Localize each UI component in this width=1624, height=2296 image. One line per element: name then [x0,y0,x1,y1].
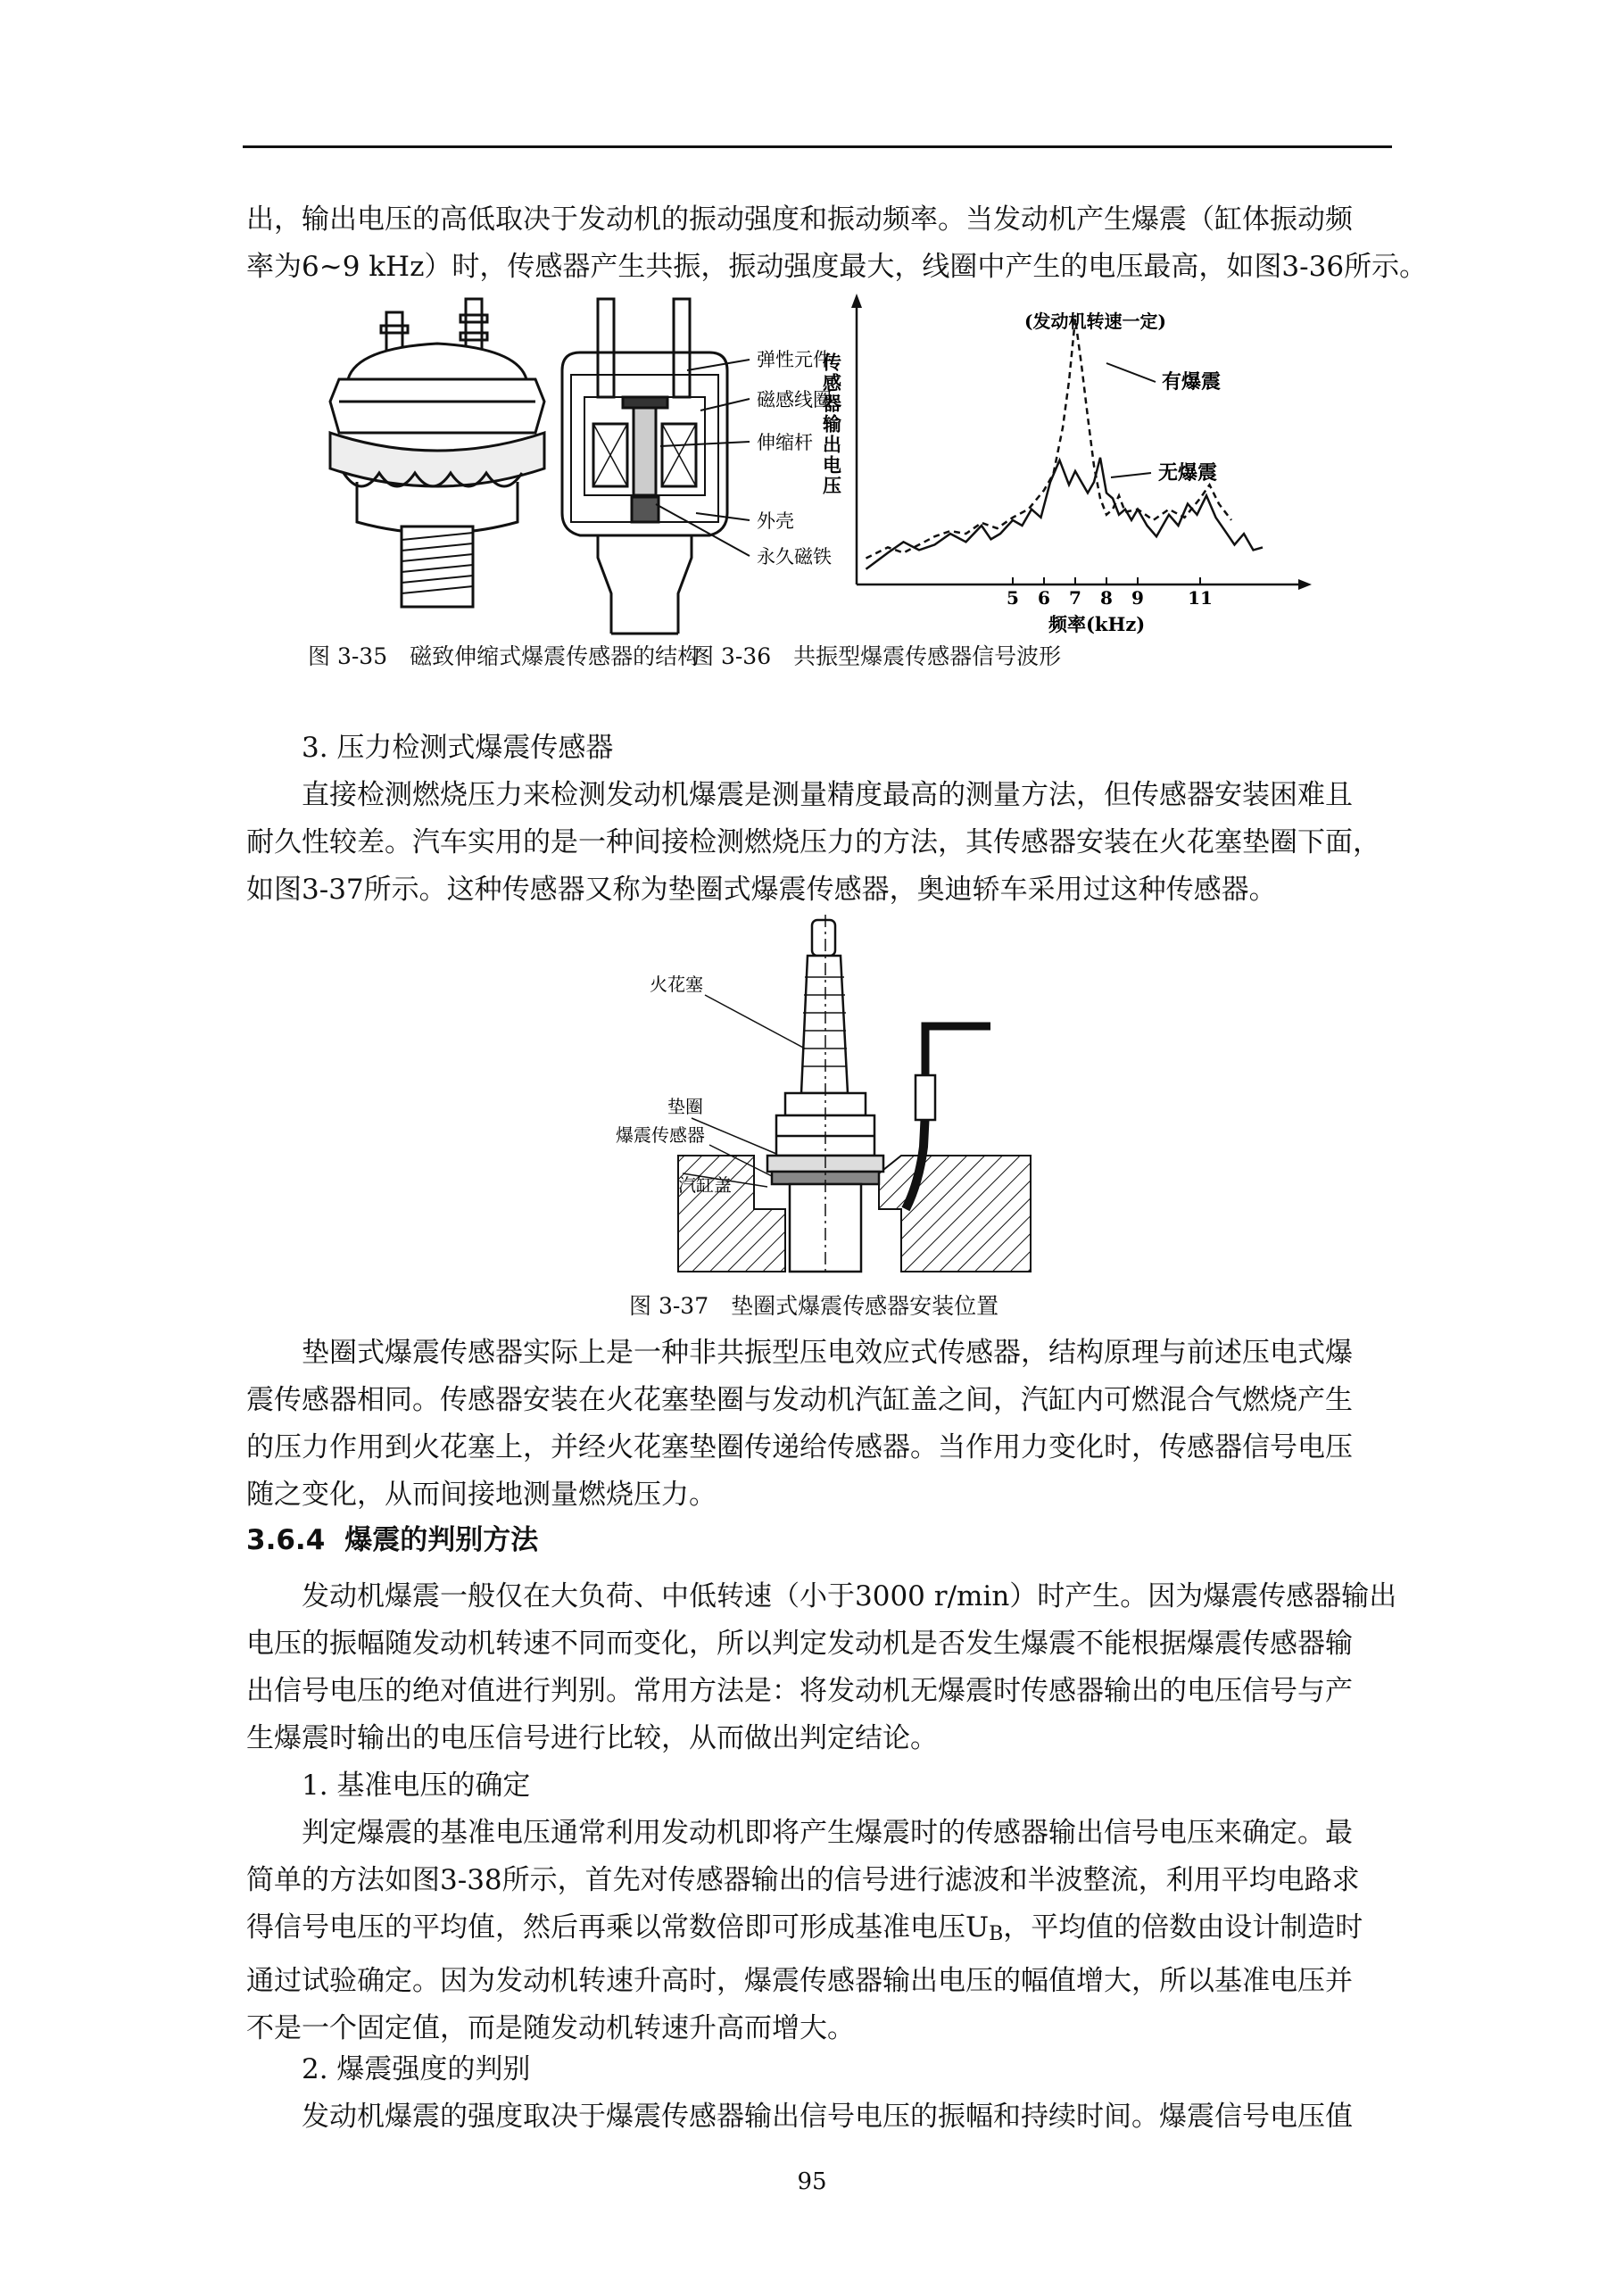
cylinder-head-left [678,1156,785,1272]
section-heading-3-6-4: 3.6.4 爆震的判别方法 [246,1524,539,1556]
chart-xlabel: 频率(kHz) [1048,613,1146,635]
sensor-section-drawing [562,299,727,634]
chart-x-ticks [1007,577,1213,609]
x-tick-label: 8 [1100,587,1113,609]
chart-y-arrow [851,294,862,308]
label-spark-plug: 火花塞 [650,974,703,995]
paragraph-1: 出，输出电压的高低取决于发动机的振动强度和振动频率。当发动机产生爆震（缸体振动频 率为6~9 kHz）时，传感器产生共振，振动强度最大，线圈中产生的电压最高，如图3-36所示。 [246,203,1428,283]
fig35-leader-lines [656,360,750,556]
chart-fig-3-36 [821,294,1313,635]
label-gasket: 垫圈 [667,1096,703,1117]
paragraph-2: 直接检测燃烧压力来检测发动机爆震是测量精度最高的测量方法，但传感器安装困难且 耐久性较差。汽车实用的是一种间接检测燃烧压力的方法，其传感器安装在火花塞垫圈下面， 如图3-37所示。这种传感器又称为垫圈式爆震传感器，奥迪轿车采用过这种传感器。 [246,779,1380,906]
legend-knock: 有爆震 [1162,370,1222,394]
label-rod: 伸缩杆 [757,432,813,453]
chart-ylabel: 传感器输出电压 [820,352,843,496]
label-magnetic-coil: 磁感线圈 [757,389,832,410]
caption-fig-3-35: 图 3-35 磁致伸缩式爆震传感器的结构 [308,643,700,669]
x-tick-label: 7 [1069,587,1081,609]
x-tick-label: 9 [1131,587,1144,609]
legend-no-knock: 无爆震 [1158,461,1218,485]
paragraph-3: 垫圈式爆震传感器实际上是一种非共振型压电效应式传感器，结构原理与前述压电式爆 震传感器相同。传感器安装在火花塞垫圈与发动机汽缸盖之间，汽缸内可燃混合气燃烧产生 的压力作用到火花塞上，并经火花塞垫圈传递给传感器。当作用力变化时，传感器信号电压 随之变化，从而间接地测量燃烧压力。 [246,1337,1353,1511]
legend-pointer-no-knock [1111,473,1151,477]
chart-title: (发动机转速一定) [1024,311,1166,332]
chart-x-arrow [1298,579,1312,590]
paragraph-6: 发动机爆震的强度取决于爆震传感器输出信号电压的振幅和持续时间。爆震信号电压值 [302,2101,1353,2133]
sensor-external-drawing [330,299,544,607]
x-tick-label: 11 [1188,587,1213,609]
cylinder-head-right [879,1156,1031,1272]
legend-pointer-knock [1106,363,1156,382]
caption-fig-3-36: 图 3-36 共振型爆震传感器信号波形 [692,643,1062,669]
label-knock-sensor: 爆震传感器 [616,1124,705,1146]
label-elastic-element: 弹性元件 [757,349,832,370]
caption-fig-3-37: 图 3-37 垫圈式爆震传感器安装位置 [629,1293,999,1319]
header-rule [243,145,1392,148]
figure-3-35-3-36 [303,290,1312,638]
label-housing: 外壳 [757,510,794,532]
item-reference-voltage: 1. 基准电压的确定 [302,1770,531,1802]
x-tick-label: 6 [1038,587,1050,609]
label-permanent-magnet: 永久磁铁 [757,546,832,568]
heading-pressure-sensor: 3. 压力检测式爆震传感器 [302,732,614,764]
page-number: 95 [797,2168,827,2195]
figure-3-37 [607,915,1053,1276]
paragraph-4: 发动机爆震一般仅在大负荷、中低转速（小于3000 r/min）时产生。因为爆震传感器输出 电压的振幅随发动机转速不同而变化，所以判定发动机是否发生爆震不能根据爆震传感器输 出信号电压的绝对值进行判别。常用方法是：将发动机无爆震时传感器输出的电压信号与产 生爆震时输出的电压信号进行比较，从而做出判定结论。 [246,1580,1397,1754]
paragraph-5: 判定爆震的基准电压通常利用发动机即将产生爆震时的传感器输出信号电压来确定。最 简单的方法如图3-38所示，首先对传感器输出的信号进行滤波和半波整流，利用平均电路求 得信号电压的平均值，然后再乘以常数倍即可形成基准电压UB，平均值的倍数由设计制造时 通过试验确定。因为发动机转速升高时，爆震传感器输出电压的幅值增大，所以基准电压并 不是一个固定值，而是随发动机转速升高而增大。 [246,1817,1363,2044]
x-tick-label: 5 [1007,587,1019,609]
item-knock-intensity: 2. 爆震强度的判别 [302,2053,531,2085]
label-cylinder-head: 汽缸盖 [678,1174,732,1196]
